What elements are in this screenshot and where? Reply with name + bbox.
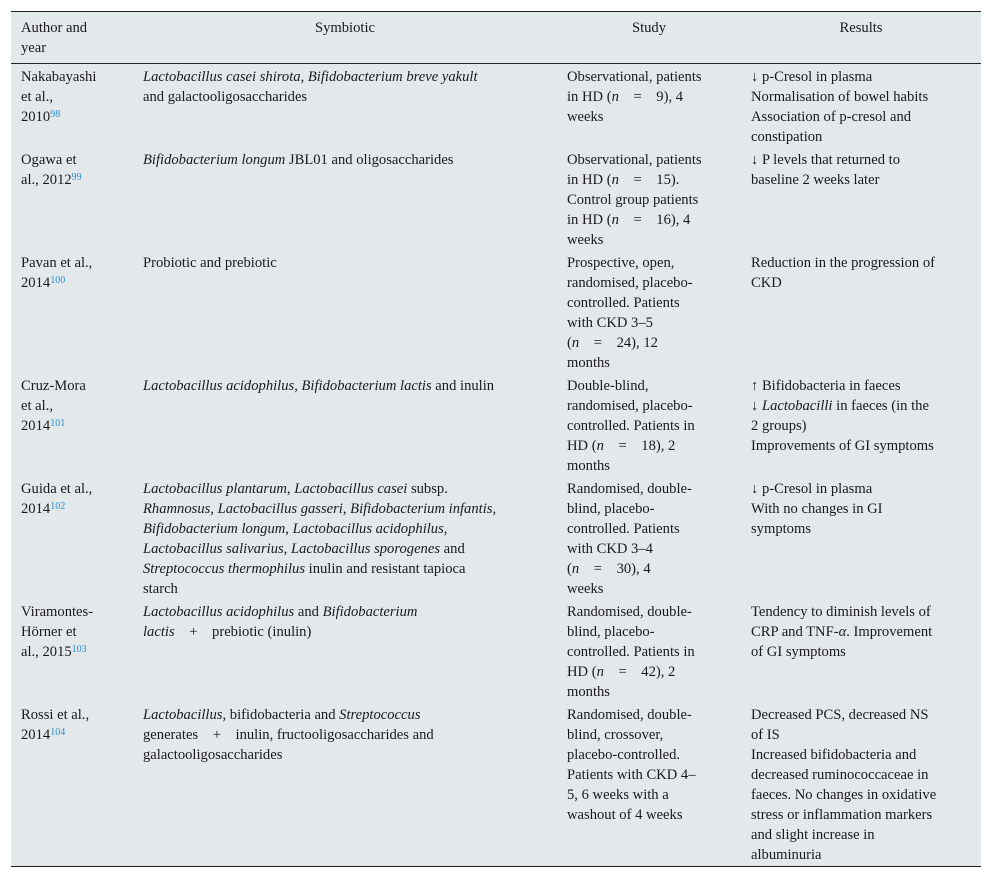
reference-link[interactable]: 98 [50,109,61,120]
study-line: with CKD 3–5 [567,315,653,331]
table-row [11,600,981,703]
study-line: controlled. Patients [567,295,680,311]
results-line: ↓ P levels that returned to [751,152,901,168]
table-row [11,703,981,867]
header-author-year: Author and year [21,20,88,56]
study-line: (n = 30), 4 [567,561,651,577]
study-line: in HD (n = 16), 4 [567,212,691,228]
author-line: Viramontes- [21,604,94,620]
study-line: with CKD 3–4 [567,541,653,557]
results-line: Improvements of GI symptoms [751,438,934,454]
results-line: Association of p-cresol and [751,109,912,125]
study-cell [557,251,741,374]
study-line: Prospective, open, [567,255,675,271]
study-cell [557,477,741,600]
results-cell [741,703,981,867]
results-line: albuminuria [751,847,822,863]
results-line: decreased ruminococcaceae in [751,767,929,783]
results-line: Reduction in the progression of [751,255,936,271]
table-row [11,374,981,477]
author-line: Guida et al., [21,481,93,497]
author-year-cell [11,64,133,149]
study-cell [557,703,741,867]
author-line: 2014$^{100}$ [21,275,66,291]
study-line: (n = 24), 12 [567,335,658,351]
results-line: Increased bifidobacteria and [751,747,917,763]
symbiotic-cell [133,374,557,477]
results-line: of GI symptoms [751,644,846,660]
symbiotic-line: Lactobacillus casei shirota, Bifidobacterium breve yakult [143,69,478,85]
header-row [11,12,981,64]
results-line: constipation [751,129,823,145]
results-line: ↑ Bifidobacteria in faeces [751,378,901,394]
symbiotic-line: galactooligosaccharides [143,747,283,763]
results-cell [741,477,981,600]
author-year-cell [11,703,133,867]
study-line: controlled. Patients [567,521,680,537]
header-results: Results [839,20,883,36]
study-line: weeks [567,581,604,597]
study-line: washout of 4 weeks [567,807,683,823]
study-line: in HD (n = 15). [567,172,680,188]
symbiotic-cell [133,148,557,251]
results-line: symptoms [751,521,812,537]
study-line: controlled. Patients in [567,418,695,434]
author-line: Pavan et al., [21,255,93,271]
symbiotic-cell [133,64,557,149]
symbiotic-studies-table [11,11,981,867]
results-line: ↓ p-Cresol in plasma [751,481,873,497]
author-year-cell [11,148,133,251]
author-year-cell [11,374,133,477]
results-line: CKD [751,275,782,291]
symbiotic-line: Lactobacillus acidophilus, Bifidobacterium lactis and inulin [143,378,495,394]
study-line: blind, crossover, [567,727,664,743]
author-line: et al., [21,398,54,414]
header-symbiotic: Symbiotic [315,20,375,36]
study-line: in HD (n = 9), 4 [567,89,684,105]
symbiotic-line: Lactobacillus plantarum, Lactobacillus casei subsp. [143,481,448,497]
study-cell [557,148,741,251]
results-line: and slight increase in [751,827,875,843]
study-line: HD (n = 18), 2 [567,438,676,454]
reference-link[interactable]: 99 [71,172,82,183]
author-line: 2014$^{102}$ [21,501,66,517]
symbiotic-line: generates + inulin, fructooligosaccharides and [143,727,434,743]
author-line: Ogawa et [21,152,77,168]
results-cell [741,64,981,149]
author-line: Nakabayashi [21,69,97,85]
results-line: Normalisation of bowel habits [751,89,929,105]
results-line: With no changes in GI [751,501,883,517]
symbiotic-cell [133,251,557,374]
study-line: weeks [567,109,604,125]
table-row [11,64,981,149]
author-line: 2014$^{104}$ [21,727,66,743]
symbiotic-line: Lactobacillus acidophilus and Bifidobacterium [143,604,418,620]
table-row [11,148,981,251]
study-line: Randomised, double- [567,481,692,497]
reference-link[interactable]: 100 [50,275,66,286]
study-line: Control group patients [567,192,699,208]
study-line: randomised, placebo- [567,398,693,414]
results-line: CRP and TNF-α. Improvement [751,624,933,640]
study-table-container [11,11,981,867]
results-line: stress or inflammation markers [751,807,933,823]
table-row [11,251,981,374]
table-body [11,64,981,867]
symbiotic-line: Lactobacillus salivarius, Lactobacillus sporogenes and [143,541,465,557]
author-line: 2014$^{101}$ [21,418,66,434]
study-line: HD (n = 42), 2 [567,664,676,680]
study-line: months [567,684,610,700]
study-cell [557,64,741,149]
symbiotic-line: Streptococcus thermophilus inulin and resistant tapioca [143,561,466,577]
study-line: Randomised, double- [567,604,692,620]
author-line: Cruz-Mora [21,378,86,394]
symbiotic-line: and galactooligosaccharides [143,89,308,105]
author-line: et al., [21,89,54,105]
results-cell [741,148,981,251]
symbiotic-cell [133,477,557,600]
reference-link[interactable]: 103 [71,644,87,655]
study-cell [557,374,741,477]
author-line: Hörner et [21,624,77,640]
author-line: al., 2012$^{99}$ [21,172,82,188]
study-line: controlled. Patients in [567,644,695,660]
results-line: Decreased PCS, decreased NS [751,707,929,723]
reference-link[interactable]: 102 [50,501,66,512]
author-year-cell [11,477,133,600]
study-line: blind, placebo- [567,624,655,640]
author-line: al., 2015$^{103}$ [21,644,87,660]
results-line: 2 groups) [751,418,807,434]
reference-link[interactable]: 101 [50,418,66,429]
results-cell [741,374,981,477]
symbiotic-line: Rhamnosus, Lactobacillus gasseri, Bifidobacterium infantis, [143,501,497,517]
table-header [11,12,981,64]
study-cell [557,600,741,703]
study-line: Observational, patients [567,152,702,168]
header-study: Study [631,20,667,36]
symbiotic-line: starch [143,581,178,597]
author-line: 2010$^{98}$ [21,109,61,125]
results-line: faeces. No changes in oxidative [751,787,937,803]
symbiotic-line: Bifidobacterium longum, Lactobacillus acidophilus, [143,521,448,537]
results-line: Tendency to diminish levels of [751,604,931,620]
results-line: ↓ p-Cresol in plasma [751,69,873,85]
symbiotic-line: Bifidobacterium longum JBL01 and oligosaccharides [143,152,454,168]
symbiotic-cell [133,703,557,867]
study-line: Patients with CKD 4– [567,767,696,783]
study-line: blind, placebo- [567,501,655,517]
study-line: Observational, patients [567,69,702,85]
study-line: 5, 6 weeks with a [567,787,669,803]
results-line: ↓ Lactobacilli in faeces (in the [751,398,929,414]
study-line: Randomised, double- [567,707,692,723]
author-line: Rossi et al., [21,707,90,723]
study-line: placebo-controlled. [567,747,681,763]
results-line: baseline 2 weeks later [751,172,880,188]
study-line: randomised, placebo- [567,275,693,291]
symbiotic-line: Lactobacillus, bifidobacteria and Streptococcus [143,707,421,723]
results-line: of IS [751,727,780,743]
reference-link[interactable]: 104 [50,727,66,738]
author-year-cell [11,600,133,703]
results-cell [741,251,981,374]
study-line: Double-blind, [567,378,649,394]
table-row [11,477,981,600]
symbiotic-cell [133,600,557,703]
results-cell [741,600,981,703]
study-line: weeks [567,232,604,248]
author-year-cell [11,251,133,374]
study-line: months [567,458,610,474]
symbiotic-line: Probiotic and prebiotic [143,255,277,271]
symbiotic-line: lactis + prebiotic (inulin) [143,624,312,640]
study-line: months [567,355,610,371]
